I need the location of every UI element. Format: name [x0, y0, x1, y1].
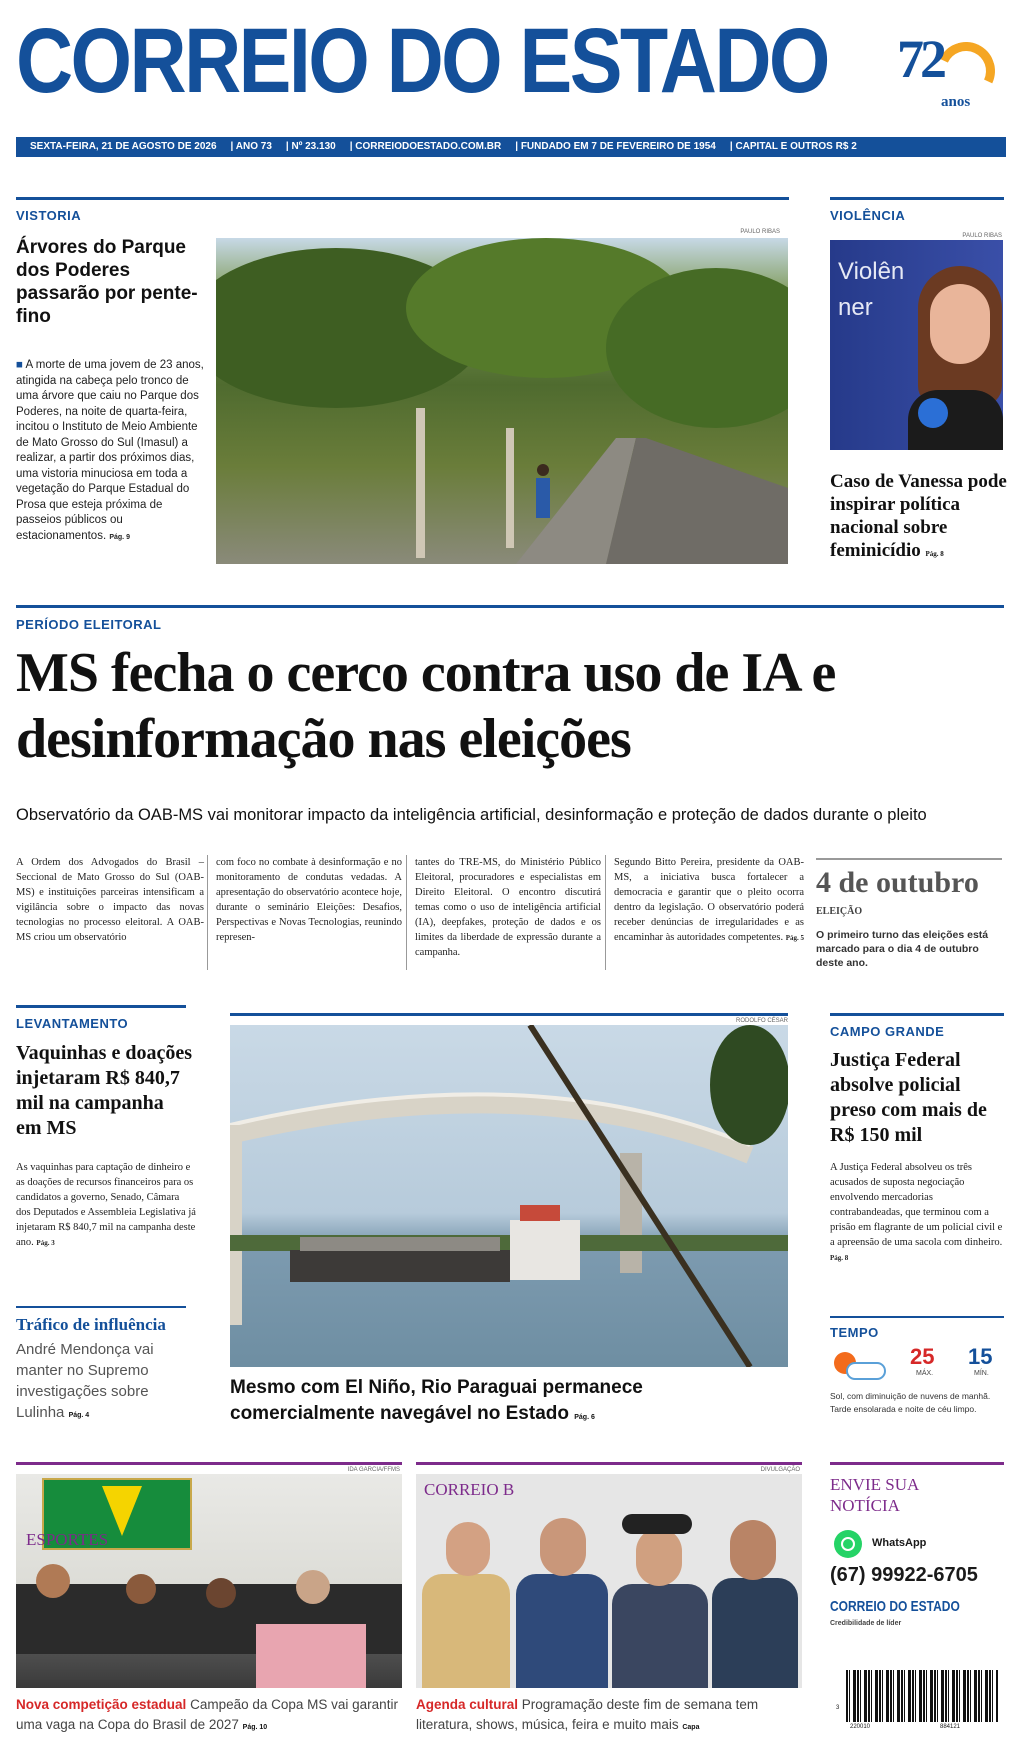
rio-caption[interactable]: Mesmo com El Niño, Rio Paraguai permanece comercialmente navegável no Estado Pág. 6 — [230, 1377, 643, 1424]
column-divider — [207, 855, 208, 970]
river-barge-photo — [230, 1025, 788, 1367]
weather-min: 15 — [968, 1344, 993, 1369]
section-rule — [16, 1005, 186, 1008]
dateline-bar: SEXTA-FEIRA, 21 DE AGOSTO DE 2026 | ANO 73 | Nº 23.130 | CORREIODOESTADO.COM.BR | FUNDADO EM 7 DE FEVEREIRO DE 1954 | CAPITAL E OUTROS R$ 2 — [16, 137, 1006, 157]
lead-column-2: com foco no combate à desinformação e no monitoramento de condutas vedadas. A apresentação do observatório acontece hoje, durante o seminário Eleições: Desafios, Perspectivas e Novas Tecnologias, reunindo represen- — [216, 857, 402, 943]
levantamento-headline[interactable]: Vaquinhas e doações injetaram R$ 840,7 mil na campanha em MS — [16, 1042, 192, 1139]
levantamento-body: As vaquinhas para captação de dinheiro e as doações de recursos financeiros para os candidatos a governo, Senado, Câmara dos Deputados e Assembleia Legislativa já injetaram R$ 840,7 mil na campanha deste ano. Pág. 3 — [16, 1162, 196, 1248]
photo-banner-text: Violên ner — [838, 258, 905, 321]
weather-min-label: MÍN. — [974, 1370, 989, 1377]
section-rule — [16, 1462, 402, 1465]
vistoria-photo-credit: PAULO RIBAS — [740, 229, 780, 235]
violencia-kicker: VIOLÊNCIA — [830, 208, 906, 223]
section-rule — [230, 1013, 788, 1016]
brand-small: CORREIO DO ESTADO — [830, 1598, 960, 1615]
section-rule — [830, 1013, 1004, 1016]
election-text: O primeiro turno das eleições está marcado para o dia 4 de outubro deste ano. — [816, 929, 989, 969]
column-divider — [605, 855, 606, 970]
vanessa-photo — [830, 240, 1003, 450]
section-rule — [830, 1316, 1004, 1318]
vistoria-body: ■ A morte de uma jovem de 23 anos, atingida na cabeça pelo tronco de uma árvore que caiu no Parque dos Poderes, na noite de quarta-feira, incitou o Instituto de Meio Ambiente de Mato Grosso do Sul (Imasul) a realizar, a partir dos próximos dias, uma vistoria minuciosa em toda a vegetação do Parque Estadual do Prosa que esteja próxima de passeios públicos ou estacionamentos. Pág. 9 — [16, 359, 204, 542]
lead-headline[interactable]: MS fecha o cerco contra uso de IA e desinformação nas eleições — [16, 642, 836, 770]
section-rule — [830, 197, 1004, 200]
park-trees-photo — [216, 238, 788, 564]
election-date: 4 de outubro — [816, 866, 979, 899]
whatsapp-phone[interactable]: (67) 99922-6705 — [830, 1564, 978, 1586]
correio-b-teaser[interactable]: Agenda cultural Programação deste fim de semana tem literatura, shows, música, feira e muito mais Capa — [416, 1697, 759, 1732]
barcode-digit-3: 884121 — [940, 1724, 961, 1730]
esportes-section-label: ESPORTES — [26, 1530, 109, 1549]
dateline-price: CAPITAL E OUTROS R$ 2 — [735, 141, 857, 152]
lead-column-1: A Ordem dos Advogados do Brasil – Seccional de Mato Grosso do Sul (OAB-MS) e instituições parceiras intensificam a vigilância sobre o impacto das novas tecnologias no processo eleitoral. A OAB-MS criou um observatório — [16, 857, 204, 943]
campo-grande-kicker: CAMPO GRANDE — [830, 1024, 945, 1039]
sun-cloud-icon — [832, 1348, 890, 1384]
weather-kicker: TEMPO — [830, 1325, 879, 1340]
microphone-icon — [918, 398, 948, 428]
violencia-headline[interactable]: Caso de Vanessa pode inspirar política nacional sobre feminicídio Pág. 8 — [830, 471, 1007, 561]
lead-column-4: Segundo Bitto Pereira, presidente da OAB-MS, a iniciativa busca fortalecer a democracia e garantir que o pleito ocorra dentro da legislação. O observatório poderá receber denúncias de irregularidades e as encaminhar às autoridades competentes. Pág. 5 — [614, 857, 805, 943]
contact-title: ENVIE SUA NOTÍCIA — [830, 1475, 919, 1515]
campo-grande-body: A Justiça Federal absolveu os três acusados de suposta negociação envolvendo mercadorias contrabandeadas, que terminou com a prisão em flagrante de um policial civil e a apreensão de uma sacola com dinheiro. Pág. 8 — [830, 1162, 1003, 1262]
barcode — [846, 1670, 998, 1722]
levantamento-kicker: LEVANTAMENTO — [16, 1016, 129, 1031]
esportes-photo-credit: IDA GARCIA/FFMS — [347, 1467, 400, 1473]
box-rule — [816, 858, 1002, 860]
river-photo-illustration — [230, 1025, 788, 1367]
section-rule — [16, 197, 789, 200]
campo-grande-headline[interactable]: Justiça Federal absolve policial preso com mais de R$ 150 mil — [830, 1049, 987, 1146]
violencia-photo-credit: PAULO RIBAS — [962, 233, 1002, 239]
whatsapp-label: WhatsApp — [872, 1537, 927, 1549]
lead-subhead: Observatório da OAB-MS vai monitorar impacto da inteligência artificial, desinformação e proteção de dados durante o pleito — [16, 806, 927, 824]
anniversary-number: 72 — [897, 29, 943, 89]
park-photo-illustration — [216, 238, 788, 564]
vistoria-kicker: VISTORIA — [16, 208, 82, 223]
dateline-year: ANO 73 — [235, 141, 272, 152]
vistoria-headline[interactable]: Árvores do Parque dos Poderes passarão por pente-fino — [16, 237, 198, 327]
dateline-number: Nº 23.130 — [291, 141, 336, 152]
election-label: ELEIÇÃO — [816, 906, 863, 917]
lead-column-3: tantes do TRE-MS, do Ministério Público Eleitoral, procuradores e especialistas em Direito Eleitoral. O encontro discutirá temas como o uso de inteligência artificial (IA), deepfakes, proteção de dados e os limites da liberdade de expressão durante a campanha. — [415, 857, 601, 958]
esportes-photo — [16, 1474, 402, 1688]
correio-b-section-label: CORREIO B — [424, 1480, 515, 1499]
trafico-headline[interactable]: Tráfico de influência — [16, 1315, 166, 1334]
rio-photo-credit: RODOLFO CÉSAR — [735, 1018, 788, 1024]
weather-max: 25 — [910, 1344, 935, 1369]
barcode-digit-1: 3 — [836, 1705, 840, 1711]
correio-b-photo — [416, 1474, 802, 1688]
dateline-site[interactable]: CORREIODOESTADO.COM.BR — [355, 141, 502, 152]
section-rule — [830, 1462, 1004, 1465]
barcode-digit-2: 220010 — [850, 1724, 871, 1730]
brand-tagline: Credibilidade de líder — [830, 1620, 902, 1627]
anniversary-word: anos — [941, 94, 971, 110]
dateline-date: SEXTA-FEIRA, 21 DE AGOSTO DE 2026 — [30, 141, 217, 152]
masthead-title: CORREIO DO ESTADO — [16, 10, 828, 112]
section-rule — [16, 1306, 186, 1308]
section-rule — [416, 1462, 802, 1465]
lead-kicker: PERÍODO ELEITORAL — [16, 617, 162, 632]
section-rule — [16, 605, 1004, 608]
column-divider — [406, 855, 407, 970]
esportes-teaser[interactable]: Nova competição estadual Campeão da Copa MS vai garantir uma vaga na Copa do Brasil de 2027 Pág. 10 — [16, 1697, 398, 1732]
anniversary-logo — [895, 28, 1005, 118]
dateline-founded: FUNDADO EM 7 DE FEVEREIRO DE 1954 — [520, 141, 716, 152]
trafico-body: André Mendonça vai manter no Supremo investigações sobre Lulinha Pág. 4 — [16, 1341, 154, 1421]
correio-b-photo-credit: DIVULGAÇÃO — [760, 1467, 800, 1473]
weather-max-label: MÁX. — [916, 1370, 934, 1377]
weather-text: Sol, com diminuição de nuvens de manhã. Tarde ensolarada e noite de céu limpo. — [830, 1391, 991, 1414]
whatsapp-icon[interactable] — [834, 1530, 862, 1558]
